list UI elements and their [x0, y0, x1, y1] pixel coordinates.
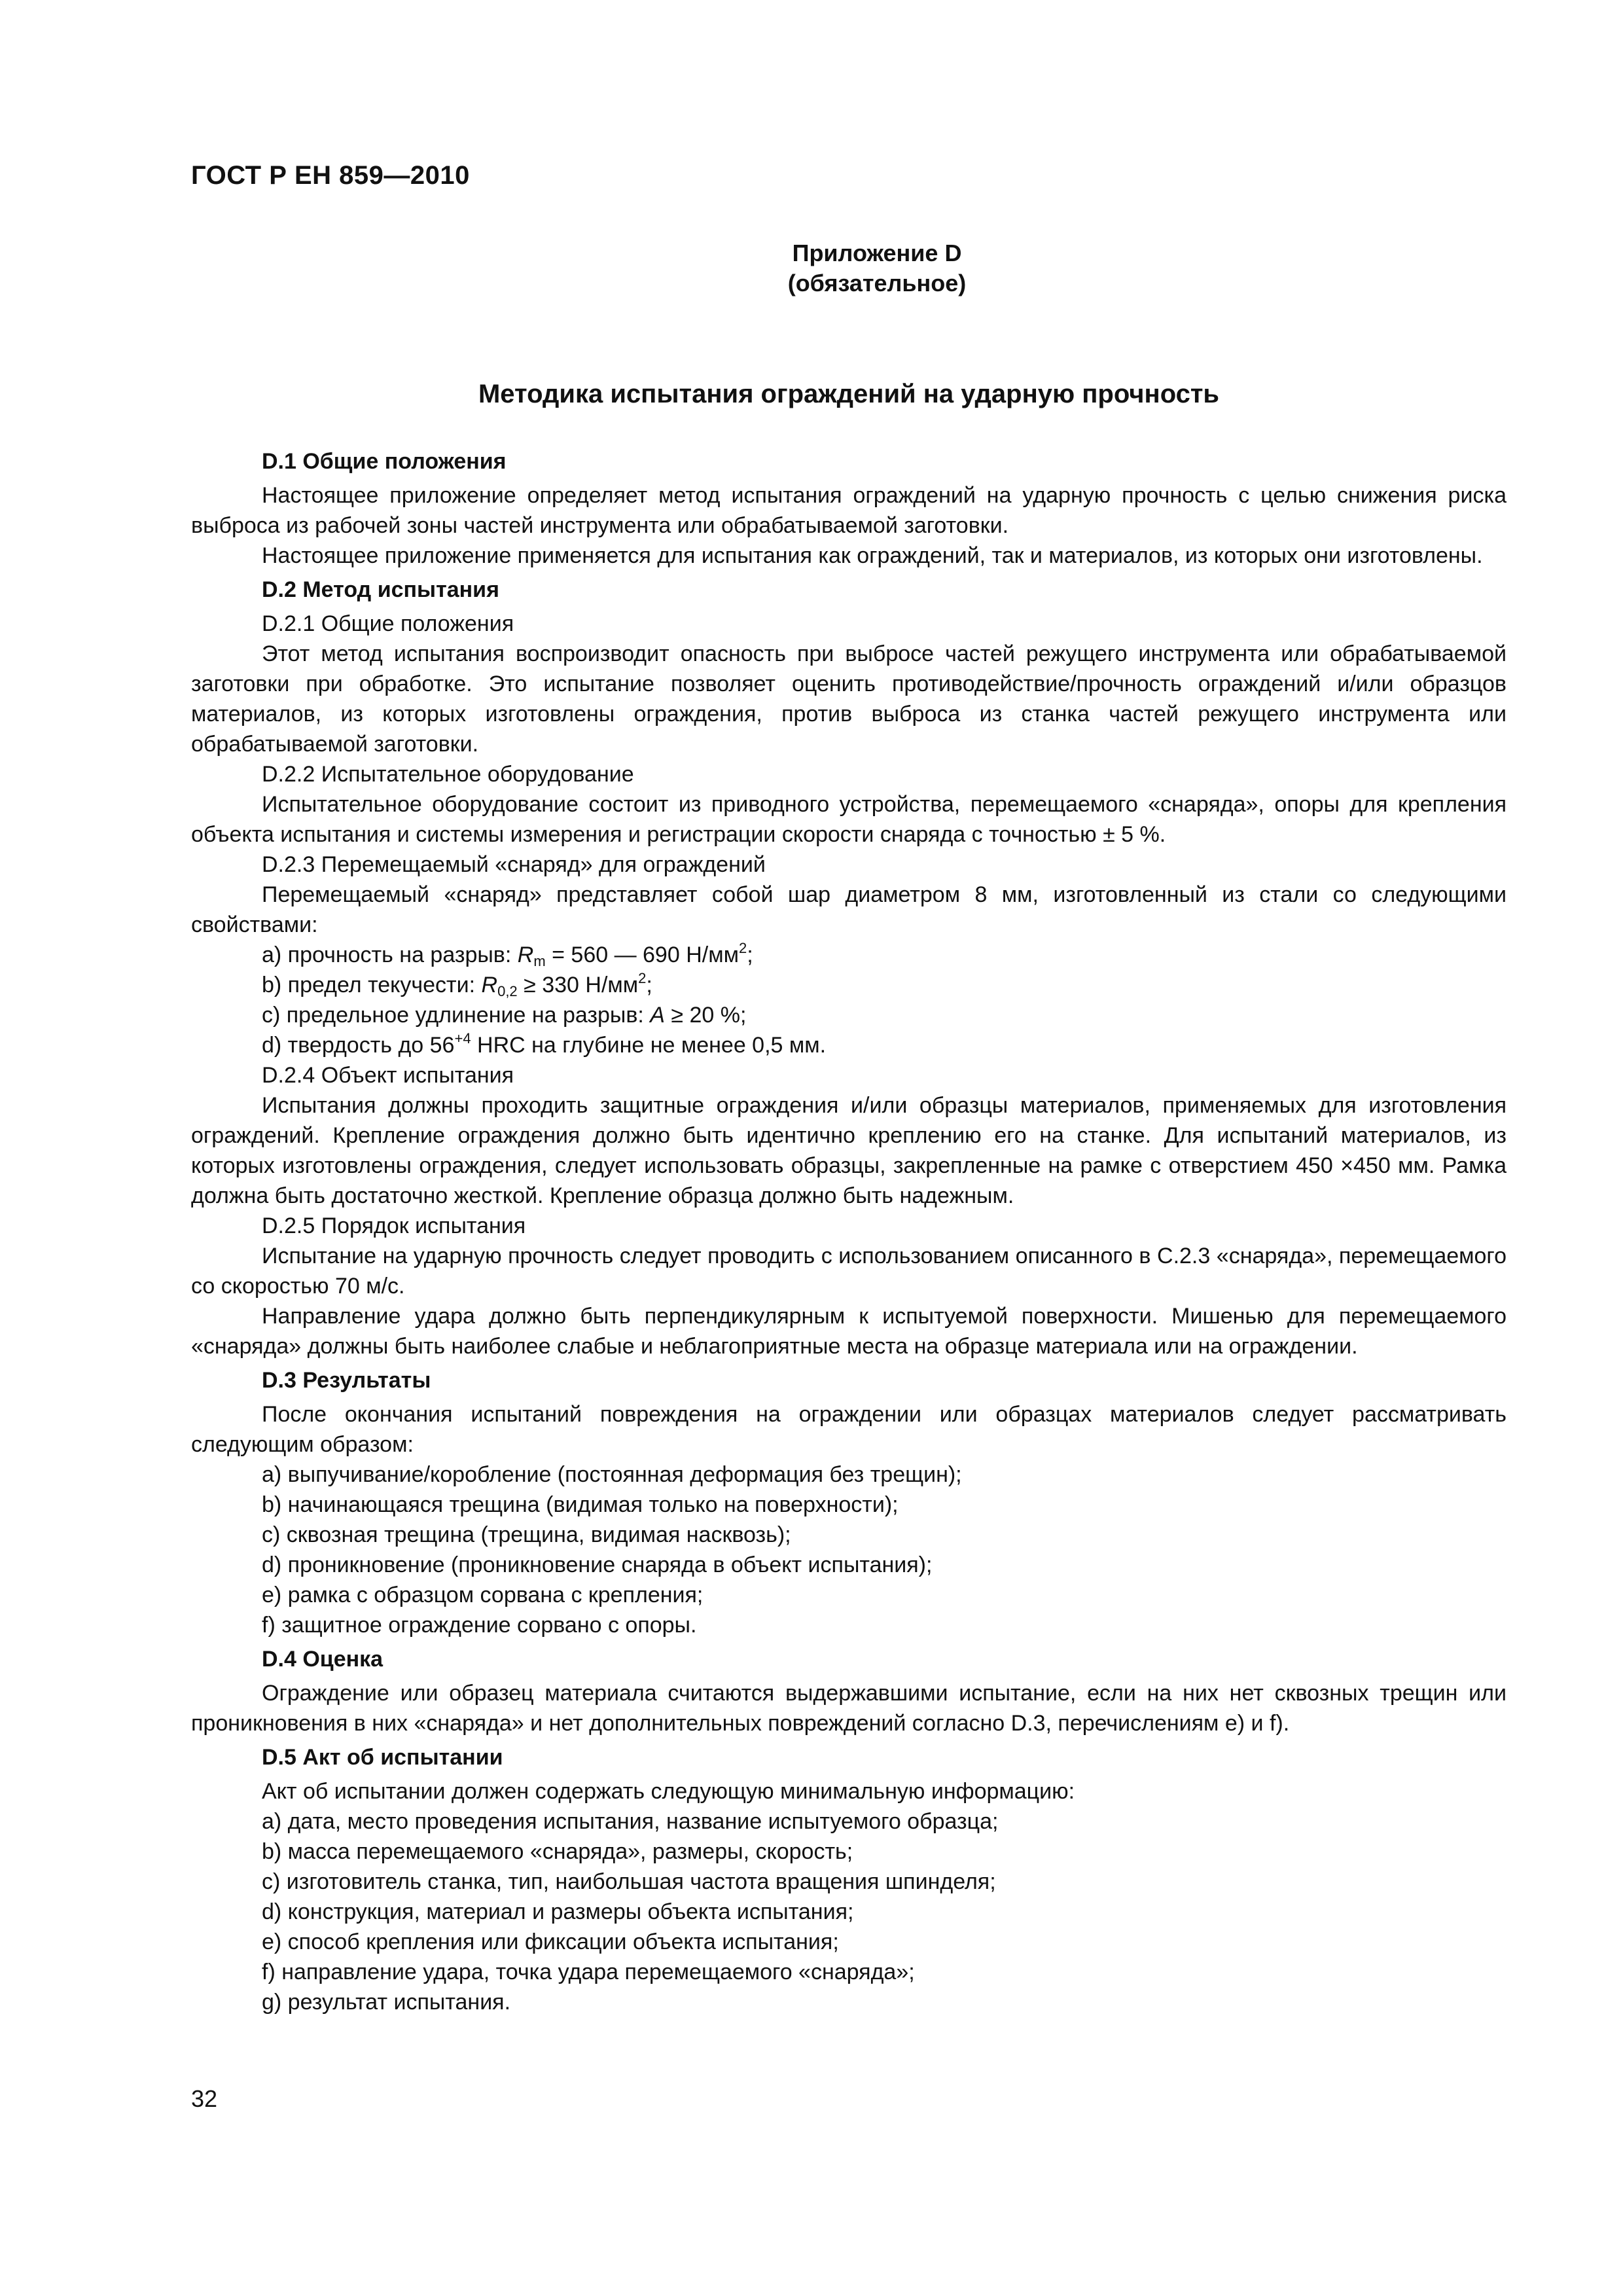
symbol: R [481, 973, 498, 997]
list-item: f) защитное ограждение сорвано с опоры. [262, 1613, 697, 1638]
list-item: g) результат испытания. [262, 1990, 511, 2015]
list-item: a) выпучивание/коробление (постоянная деформация без трещин); [262, 1462, 962, 1487]
main-title: Методика испытания ограждений на ударную прочность [478, 380, 1220, 408]
section-heading-d2: D.2 Метод испытания [262, 577, 499, 602]
list-item: c) сквозная трещина (трещина, видимая насквозь); [262, 1522, 791, 1547]
subscript: m [533, 953, 546, 969]
list-item: a) дата, место проведения испытания, название испытуемого образца; [262, 1809, 999, 1834]
paragraph: Испытательное оборудование состоит из приводного устройства, перемещаемого «снаряда», опоры для крепления объекта испытания и системы измерения и регистрации скорости снаряда с точностью ± 5 %. [191, 792, 1507, 847]
appendix-title: Приложение D [792, 240, 962, 266]
list-item-text: b) предел текучести: [262, 973, 482, 997]
superscript: 2 [738, 940, 747, 956]
paragraph: Настоящее приложение применяется для испытания как ограждений, так и материалов, из которых они изготовлены. [262, 543, 1483, 568]
list-item [191, 970, 1507, 1000]
list-item: b) масса перемещаемого «снаряда», размеры, скорость; [262, 1839, 853, 1864]
section-heading-d4: D.4 Оценка [262, 1647, 383, 1672]
list-item-text: = 560 — 690 Н/мм [545, 942, 739, 967]
paragraph: Направление удара должно быть перпендикулярным к испытуемой поверхности. Мишенью для перемещаемого «снаряда» должны быть наиболее слабые и неблагоприятные места на образце материала или на ограждении. [191, 1304, 1507, 1359]
list-item-text: ≥ 20 %; [664, 1003, 747, 1028]
paragraph: Испытание на ударную прочность следует проводить с использованием описанного в С.2.3 «снаряда», перемещаемого со скоростью 70 м/с. [191, 1244, 1507, 1299]
subscript: 0,2 [497, 983, 518, 999]
list-item-text: HRC на глубине не менее 0,5 мм. [471, 1033, 827, 1058]
subsection-heading-d24: D.2.4 Объект испытания [262, 1063, 514, 1088]
list-item: f) направление удара, точка удара перемещаемого «снаряда»; [262, 1960, 915, 1984]
paragraph: Перемещаемый «снаряд» представляет собой шар диаметром 8 мм, изготовленный из стали со следующими свойствами: [191, 882, 1507, 937]
section-heading-d1: D.1 Общие положения [262, 449, 507, 474]
paragraph: Испытания должны проходить защитные ограждения и/или образцы материалов, применяемых для изготовления ограждений. Крепление ограждения должно быть идентично креплению его на станке. Для испытаний материалов, из которых изготовлены ограждения, следует использовать образцы, закрепленные на рамке с отверстием 450 ×450 мм. Рамка должна быть достаточно жесткой. Крепление образца должно быть надежным. [191, 1093, 1507, 1208]
subsection-heading-d22: D.2.2 Испытательное оборудование [262, 762, 634, 787]
paragraph: Настоящее приложение определяет метод испытания ограждений на ударную прочность с целью снижения риска выброса из рабочей зоны частей инструмента или обрабатываемой заготовки. [191, 483, 1507, 538]
list-item: b) начинающаяся трещина (видимая только на поверхности); [262, 1492, 899, 1517]
subsection-heading-d21: D.2.1 Общие положения [262, 611, 514, 636]
appendix-kind: (обязательное) [787, 270, 967, 296]
list-item [191, 1030, 1507, 1060]
paragraph: После окончания испытаний повреждения на ограждении или образцах материалов следует рассматривать следующим образом: [191, 1402, 1507, 1457]
list-item: c) изготовитель станка, тип, наибольшая частота вращения шпинделя; [262, 1869, 996, 1894]
list-item-text: c) предельное удлинение на разрыв: [262, 1003, 651, 1028]
subsection-heading-d23: D.2.3 Перемещаемый «снаряд» для ограждений [262, 852, 766, 877]
symbol: R [517, 942, 534, 967]
list-item: e) рамка с образцом сорвана с крепления; [262, 1583, 704, 1607]
paragraph: Ограждение или образец материала считаются выдержавшими испытание, если на них нет сквозных трещин или проникновения в них «снаряда» и нет дополнительных повреждений согласно D.3, перечислениям e) и f). [191, 1681, 1507, 1736]
document-code: ГОСТ Р ЕН 859—2010 [191, 161, 470, 190]
list-item: d) проникновение (проникновение снаряда в объект испытания); [262, 1552, 933, 1577]
page-number: 32 [191, 2085, 218, 2112]
list-item-text: ≥ 330 Н/мм [517, 973, 639, 997]
superscript: +4 [454, 1030, 471, 1047]
list-item-text: a) прочность на разрыв: [262, 942, 518, 967]
list-item: e) способ крепления или фиксации объекта испытания; [262, 1929, 839, 1954]
superscript: 2 [638, 970, 647, 986]
symbol: A [650, 1003, 665, 1028]
list-item-text: ; [646, 973, 652, 997]
list-item [191, 1000, 1507, 1030]
subsection-heading-d25: D.2.5 Порядок испытания [262, 1213, 526, 1238]
paragraph: Акт об испытании должен содержать следующую минимальную информацию: [262, 1779, 1075, 1804]
list-item-text: ; [747, 942, 753, 967]
document-body [191, 446, 1507, 2017]
section-heading-d3: D.3 Результаты [262, 1368, 431, 1393]
section-heading-d5: D.5 Акт об испытании [262, 1745, 503, 1770]
list-item-text: d) твердость до 56 [262, 1033, 455, 1058]
list-item: d) конструкция, материал и размеры объекта испытания; [262, 1899, 854, 1924]
paragraph: Этот метод испытания воспроизводит опасность при выбросе частей режущего инструмента или обрабатываемой заготовки при обработке. Это испытание позволяет оценить противодействие/прочность ограждений и/или образцов материалов, из которых изготовлены ограждения, против выброса из станка частей режущего инструмента или обрабатываемой заготовки. [191, 641, 1507, 757]
list-item [191, 940, 1507, 970]
